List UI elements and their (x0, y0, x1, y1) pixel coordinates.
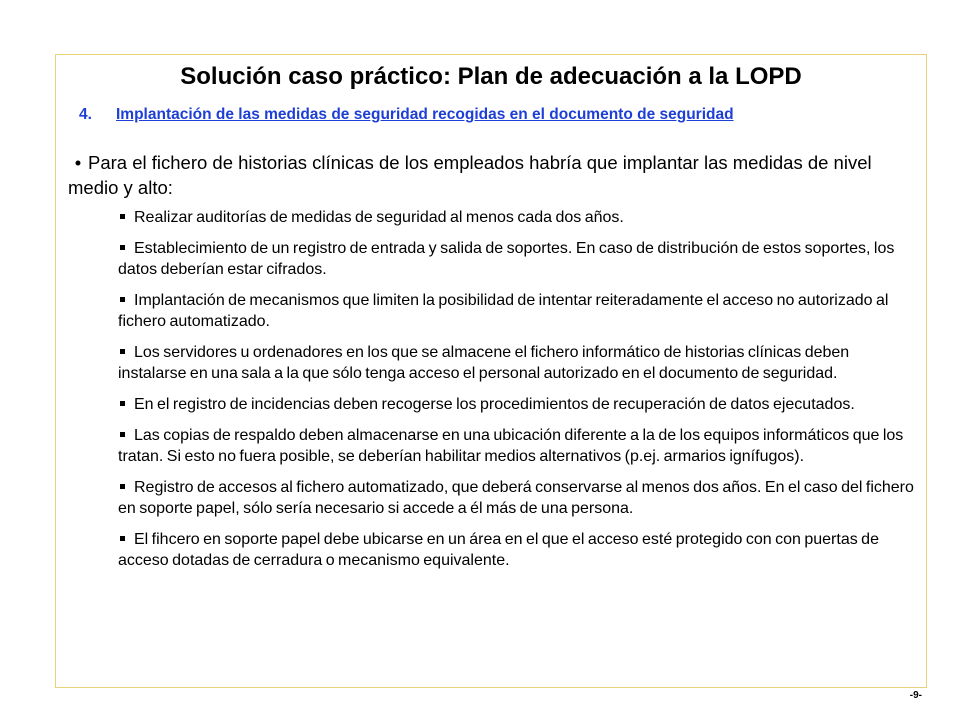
list-item (118, 425, 918, 467)
list-item-text: Realizar auditorías de medidas de seguridad al menos cada dos años. (134, 209, 624, 226)
section-title-link[interactable]: Implantación de las medidas de seguridad recogidas en el documento de seguridad (116, 106, 734, 123)
list-item-text: En el registro de incidencias deben recogerse los procedimientos de recuperación de datos ejecutados. (134, 396, 855, 413)
square-bullet-icon (120, 401, 125, 406)
list-item (118, 342, 918, 384)
square-bullet-icon (120, 245, 125, 250)
list-item (118, 238, 918, 280)
slide-title: Solución caso práctico: Plan de adecuación a la LOPD (180, 63, 802, 90)
list-item-text: Establecimiento de un registro de entrada y salida de soportes. En caso de distribución de estos soportes, los datos deberían estar cifrados. (118, 240, 895, 278)
bullet-dot-icon: • (74, 152, 82, 173)
list-item-text: Implantación de mecanismos que limiten la posibilidad de intentar reiteradamente el acceso no autorizado al fichero automatizado. (118, 292, 889, 330)
section-number: 4. (79, 106, 92, 123)
square-bullet-icon (120, 349, 125, 354)
square-bullet-icon (120, 432, 125, 437)
square-bullet-icon (120, 484, 125, 489)
list-item (118, 477, 918, 519)
square-bullet-icon (120, 297, 125, 302)
list-item (118, 290, 918, 332)
list-item (118, 207, 918, 228)
list-item-text: Las copias de respaldo deben almacenarse en una ubicación diferente a la de los equipos informáticos que los tratan. Si esto no fuera posible, se deberían habilitar medios alternativos (p.ej. armarios ignífugos). (118, 427, 904, 465)
list-item-text: El fihcero en soporte papel debe ubicarse en un área en el que el acceso esté protegido con con puertas de acceso dotadas de cerradura o mecanismo equivalente. (118, 531, 879, 569)
list-item-text: Los servidores u ordenadores en los que se almacene el fichero informático de historias clínicas deben instalarse en una sala a la que sólo tenga acceso el personal autorizado en el documento de seguridad. (118, 344, 850, 382)
intro-text: Para el fichero de historias clínicas de los empleados habría que implantar las medidas de nivel medio y alto: (68, 152, 872, 198)
square-bullet-icon (120, 214, 125, 219)
square-bullet-icon (120, 536, 125, 541)
list-item (118, 529, 918, 571)
list-item (118, 394, 918, 415)
intro-paragraph (68, 150, 918, 200)
slide-content (68, 150, 918, 581)
page-number: -9- (909, 690, 922, 701)
section-heading (79, 105, 734, 125)
list-item-text: Registro de accesos al fichero automatizado, que deberá conservarse al menos dos años. En el caso del fichero en soporte papel, sólo sería necesario si accede a él más de una persona. (118, 479, 914, 517)
